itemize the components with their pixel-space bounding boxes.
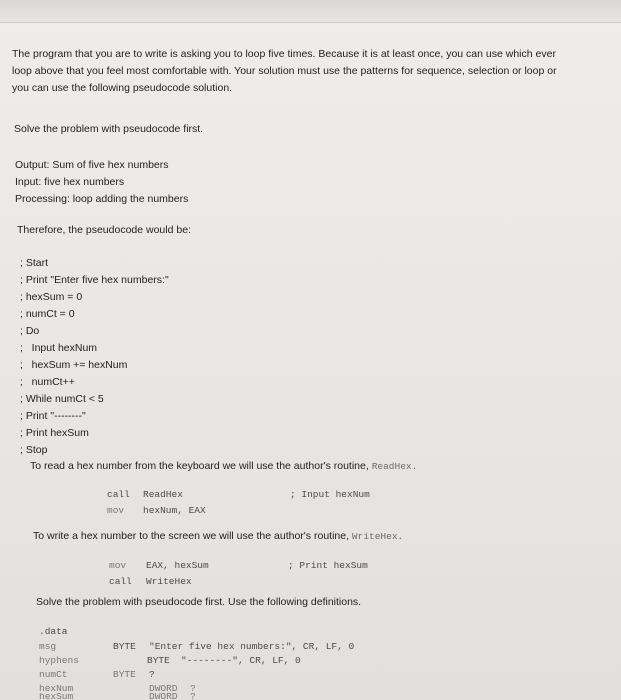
pseudocode-line: ; While numCt < 5 [20,393,104,405]
solve-first-text: Solve the problem with pseudocode first. [14,123,204,135]
data-var-type: BYTE [147,655,170,666]
code-op: call [109,576,132,587]
data-var-value: ? [190,683,196,694]
pseudocode-line: ; numCt = 0 [20,308,75,320]
code-arg: ReadHex [143,489,183,500]
data-var-value: "Enter five hex numbers:", CR, LF, 0 [149,641,355,652]
spec-processing: Processing: loop adding the numbers [15,193,189,205]
code-op: call [107,489,130,500]
read-hex-sentence: To read a hex number from the keyboard we will use the author's routine, [30,460,372,472]
code-comment: ; Input hexNum [290,489,370,500]
data-var-type: DWORD [149,683,178,694]
spec-input: Input: five hex numbers [15,176,125,188]
pseudocode-line: ; hexSum += hexNum [20,359,128,371]
pseudocode-line: ; hexSum = 0 [20,291,83,303]
data-var-type: DWORD [149,693,178,700]
code-op: mov [107,505,125,516]
data-directive: .data [39,626,68,637]
read-hex-text [30,458,417,475]
data-var-name: hexSum [39,693,74,700]
pseudocode-line: ; Start [20,257,49,269]
data-var-type: BYTE [113,669,136,680]
intro-line-3: you can use the following pseudocode solution. [12,82,233,94]
pseudocode-line: ; Stop [20,444,48,456]
code-arg: hexNum, EAX [143,505,206,516]
pseudocode-line: ; Print hexSum [20,427,89,439]
data-var-value: ? [190,693,196,700]
pseudocode-line: ; Print "--------" [20,410,86,422]
pseudocode-line: ; numCt++ [20,376,75,388]
pseudocode-line: ; Do [20,325,40,337]
data-var-name: hexNum [39,683,74,694]
code-comment: ; Print hexSum [288,560,368,571]
intro-line-1: The program that you are to write is asking you to loop five times. Because it is at least once, you can use which ever [12,48,556,60]
data-var-name: msg [39,641,57,652]
data-var-value: ? [149,669,155,680]
code-arg: WriteHex [146,576,192,587]
data-var-name: hyphens [39,655,79,666]
data-var-name: numCt [39,669,68,680]
code-op: mov [109,560,127,571]
code-arg: EAX, hexSum [146,560,209,571]
write-hex-routine: WriteHex. [351,531,404,542]
write-hex-sentence: To write a hex number to the screen we will use the author's routine, [33,530,352,542]
top-edge [0,0,621,23]
spec-output: Output: Sum of five hex numbers [15,159,169,171]
data-var-value: "--------", CR, LF, 0 [181,655,301,666]
pseudocode-line: ; Print "Enter five hex numbers:" [20,274,169,286]
pseudocode-line: ; Input hexNum [20,342,98,354]
therefore-text: Therefore, the pseudocode would be: [17,224,191,236]
data-var-type: BYTE [113,641,136,652]
definitions-heading: Solve the problem with pseudocode first. Use the following definitions. [36,596,362,608]
write-hex-text [33,528,403,545]
read-hex-routine: ReadHex. [371,461,418,472]
intro-line-2: loop above that you feel most comfortable with. Your solution must use the patterns for sequence, selection or loop or [12,65,557,77]
